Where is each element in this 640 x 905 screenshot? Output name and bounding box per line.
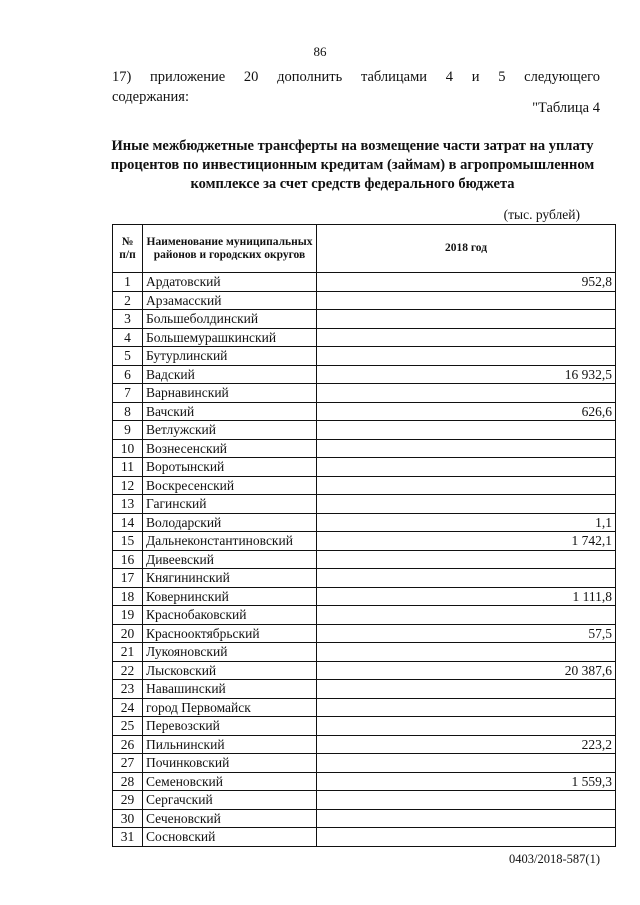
table-header-row [113, 225, 616, 273]
header-name: Наименование муниципальных районов и городских округов [143, 225, 317, 273]
row-value [317, 809, 616, 828]
row-number: 18 [113, 587, 143, 606]
row-value: 1,1 [317, 513, 616, 532]
row-number: 24 [113, 698, 143, 717]
table-row [113, 587, 616, 606]
table-row [113, 421, 616, 440]
row-number: 9 [113, 421, 143, 440]
table-row [113, 643, 616, 662]
row-name: Дальнеконстантиновский [143, 532, 317, 551]
row-number: 6 [113, 365, 143, 384]
row-number: 12 [113, 476, 143, 495]
transfers-table [112, 224, 616, 847]
row-value [317, 606, 616, 625]
row-number: 29 [113, 791, 143, 810]
row-name: Вознесенский [143, 439, 317, 458]
table-label: "Таблица 4 [532, 100, 600, 116]
row-value: 223,2 [317, 735, 616, 754]
row-number: 20 [113, 624, 143, 643]
row-name: Починковский [143, 754, 317, 773]
row-value [317, 384, 616, 403]
row-name: Княгининский [143, 569, 317, 588]
row-value [317, 310, 616, 329]
table-row [113, 495, 616, 514]
row-number: 13 [113, 495, 143, 514]
row-name: Лысковский [143, 661, 317, 680]
document-code: 0403/2018-587(1) [509, 852, 600, 866]
table-row [113, 791, 616, 810]
row-number: 26 [113, 735, 143, 754]
row-name: Навашинский [143, 680, 317, 699]
row-name: Воскресенский [143, 476, 317, 495]
row-number: 25 [113, 717, 143, 736]
row-name: Гагинский [143, 495, 317, 514]
row-name: Ветлужский [143, 421, 317, 440]
row-number: 4 [113, 328, 143, 347]
row-value [317, 458, 616, 477]
row-number: 3 [113, 310, 143, 329]
table-row [113, 365, 616, 384]
row-value [317, 754, 616, 773]
row-name: Семеновский [143, 772, 317, 791]
table-row [113, 735, 616, 754]
table-row [113, 347, 616, 366]
table-row [113, 680, 616, 699]
row-name: Сосновский [143, 828, 317, 847]
intro-line-1: 17) приложение 20 дополнить таблицами 4 и 5 следующего [112, 69, 600, 85]
row-number: 8 [113, 402, 143, 421]
header-number: № п/п [113, 225, 143, 273]
row-name: Вадский [143, 365, 317, 384]
row-name: Краснооктябрьский [143, 624, 317, 643]
table-row [113, 569, 616, 588]
table-row [113, 273, 616, 292]
row-number: 11 [113, 458, 143, 477]
table-row [113, 606, 616, 625]
row-value: 16 932,5 [317, 365, 616, 384]
intro-line-2: содержания: [112, 89, 190, 105]
row-value [317, 698, 616, 717]
row-number: 15 [113, 532, 143, 551]
table-row [113, 828, 616, 847]
row-value: 1 742,1 [317, 532, 616, 551]
row-value [317, 347, 616, 366]
row-number: 31 [113, 828, 143, 847]
row-name: Перевозский [143, 717, 317, 736]
row-name: Дивеевский [143, 550, 317, 569]
table-row [113, 476, 616, 495]
row-number: 16 [113, 550, 143, 569]
table-row [113, 310, 616, 329]
row-name: Ардатовский [143, 273, 317, 292]
row-number: 27 [113, 754, 143, 773]
row-value [317, 550, 616, 569]
table-row [113, 772, 616, 791]
table-row [113, 809, 616, 828]
table-row [113, 458, 616, 477]
page-number: 86 [313, 44, 327, 59]
row-value: 1 559,3 [317, 772, 616, 791]
row-name: Большеболдинский [143, 310, 317, 329]
row-name: Воротынский [143, 458, 317, 477]
row-name: Володарский [143, 513, 317, 532]
row-value [317, 828, 616, 847]
row-value: 1 111,8 [317, 587, 616, 606]
row-value: 952,8 [317, 273, 616, 292]
row-name: Бутурлинский [143, 347, 317, 366]
row-number: 23 [113, 680, 143, 699]
units-label: (тыс. рублей) [503, 207, 580, 222]
table-row [113, 291, 616, 310]
row-value: 57,5 [317, 624, 616, 643]
row-name: Арзамасский [143, 291, 317, 310]
table-body [113, 273, 616, 847]
document-title: Иные межбюджетные трансферты на возмещение части затрат на уплату процентов по инвестиционным кредитам (займам) в агропромышленном комплексе за счет средств федерального бюджета [110, 138, 595, 192]
row-name: Варнавинский [143, 384, 317, 403]
table-row [113, 754, 616, 773]
row-name: Вачский [143, 402, 317, 421]
row-value [317, 439, 616, 458]
row-value [317, 791, 616, 810]
row-name: Сергачский [143, 791, 317, 810]
row-value [317, 495, 616, 514]
table-row [113, 717, 616, 736]
table-row [113, 384, 616, 403]
row-number: 30 [113, 809, 143, 828]
table-row [113, 624, 616, 643]
row-name: Пильнинский [143, 735, 317, 754]
row-name: Сеченовский [143, 809, 317, 828]
row-number: 22 [113, 661, 143, 680]
table-row [113, 532, 616, 551]
table-row [113, 550, 616, 569]
row-number: 17 [113, 569, 143, 588]
row-name: Большемурашкинский [143, 328, 317, 347]
row-number: 28 [113, 772, 143, 791]
row-number: 14 [113, 513, 143, 532]
row-value [317, 643, 616, 662]
table-row [113, 402, 616, 421]
row-number: 7 [113, 384, 143, 403]
row-number: 21 [113, 643, 143, 662]
row-name: Лукояновский [143, 643, 317, 662]
row-value: 626,6 [317, 402, 616, 421]
table-row [113, 698, 616, 717]
header-year: 2018 год [317, 225, 616, 273]
row-number: 2 [113, 291, 143, 310]
row-name: Ковернинский [143, 587, 317, 606]
row-name: Краснобаковский [143, 606, 317, 625]
table-row [113, 439, 616, 458]
table-row [113, 661, 616, 680]
row-name: город Первомайск [143, 698, 317, 717]
row-value [317, 680, 616, 699]
table-row [113, 328, 616, 347]
row-value [317, 421, 616, 440]
row-number: 1 [113, 273, 143, 292]
row-value [317, 717, 616, 736]
row-value [317, 328, 616, 347]
row-number: 10 [113, 439, 143, 458]
row-value [317, 569, 616, 588]
row-value: 20 387,6 [317, 661, 616, 680]
row-number: 19 [113, 606, 143, 625]
row-value [317, 291, 616, 310]
row-number: 5 [113, 347, 143, 366]
row-value [317, 476, 616, 495]
table-row [113, 513, 616, 532]
